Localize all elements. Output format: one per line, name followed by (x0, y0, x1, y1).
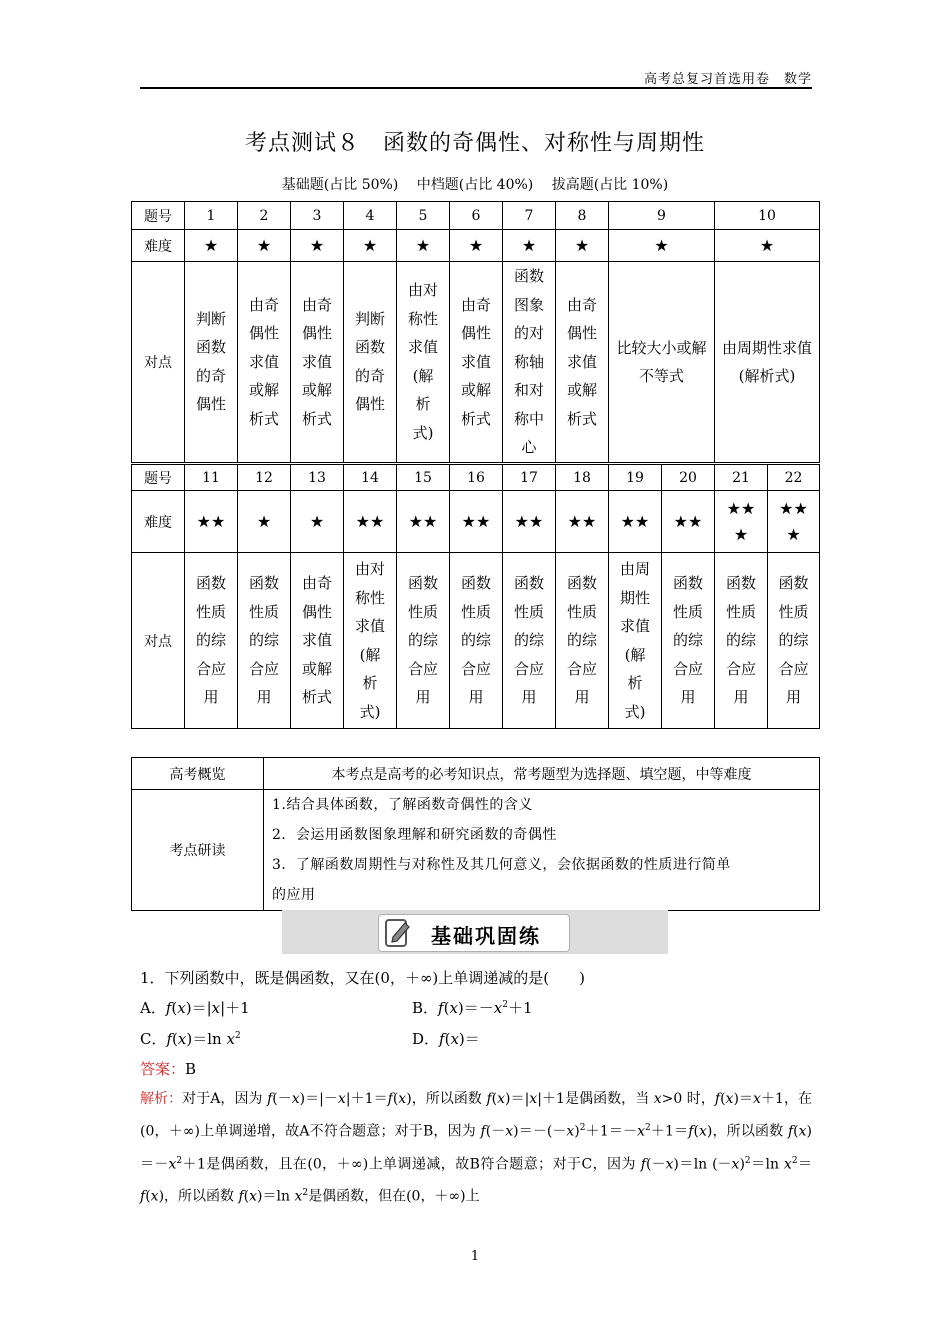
table1-point: 比较大小或解不等式 (616, 338, 707, 385)
header-rule (140, 87, 812, 89)
table2-num: 12 (238, 465, 291, 491)
question-stem: 1．下列函数中，既是偶函数，又在(0，＋∞)上单调递减的是( ) (140, 969, 585, 987)
running-header: 高考总复习首选用卷 数学 (643, 72, 812, 87)
table2-num: 13 (291, 465, 344, 491)
table1-point: 由对称性求值(解析式) (407, 281, 438, 442)
table1-stars: ★ (609, 230, 715, 262)
table2-point: 函数性质的综合应用 (460, 574, 491, 707)
table2-point: 函数性质的综合应用 (248, 574, 279, 707)
table1-num: 8 (556, 202, 609, 230)
table2-point: 由奇偶性求值或解析式 (301, 574, 332, 707)
table2-num: 14 (344, 465, 397, 491)
table2-row-num (132, 465, 820, 491)
table2-num: 19 (609, 465, 662, 491)
study-item: 3．了解函数周期性与对称性及其几何意义，会依据函数的性质进行简单 (272, 857, 731, 873)
table2-label-num: 题号 (132, 465, 185, 491)
table2-point: 由周期性求值(解析式) (619, 560, 650, 721)
question-table-1 (131, 201, 820, 463)
banner-box (378, 914, 570, 952)
table1-label-point: 对点 (132, 262, 185, 463)
table1-stars: ★ (238, 230, 291, 262)
option-c: C．f(x)＝ln $x^2$ (140, 1030, 241, 1048)
table2-stars: ★ (238, 491, 291, 553)
ratio-high: 拔高题(占比 10%) (551, 177, 669, 193)
table1-num: 10 (715, 202, 820, 230)
table2-stars: ★★ (609, 491, 662, 553)
answer-value: B (185, 1060, 197, 1078)
table1-row-num (132, 202, 820, 230)
question-table-2 (131, 464, 820, 729)
table1-stars: ★ (291, 230, 344, 262)
table2-label-point: 对点 (132, 553, 185, 729)
option-d-prefix: D． (412, 1030, 440, 1048)
table2-stars: ★★ (662, 491, 715, 553)
table1-num: 7 (503, 202, 556, 230)
table1-point: 函数图象的对称轴和对称中心 (513, 267, 544, 456)
option-b-prefix: B． (412, 999, 439, 1017)
table1-row-point (132, 262, 820, 463)
table2-num: 20 (662, 465, 715, 491)
pencil-note-icon (383, 917, 413, 949)
answer-label: 答案： (140, 1060, 186, 1078)
table2-stars: ★★ (185, 491, 238, 553)
summary-row-overview (132, 758, 820, 790)
table1-stars: ★ (556, 230, 609, 262)
table1-num: 5 (397, 202, 450, 230)
table1-point: 由周期性求值(解析式) (722, 338, 813, 385)
table2-num: 21 (715, 465, 768, 491)
section-banner (282, 910, 668, 954)
table2-stars: ★★ (503, 491, 556, 553)
ratio-mid: 中档题(占比 40%) (416, 177, 534, 193)
summary-row-study (132, 790, 820, 911)
overview-label: 高考概览 (132, 758, 264, 790)
table2-stars: ★★ (556, 491, 609, 553)
table1-point: 判断函数的奇偶性 (195, 309, 226, 414)
table2-num: 11 (185, 465, 238, 491)
table1-num: 9 (609, 202, 715, 230)
option-c-prefix: C． (140, 1030, 167, 1048)
table2-row-diff (132, 491, 820, 553)
table1-label-num: 题号 (132, 202, 185, 230)
table2-stars: ★★ (450, 491, 503, 553)
table2-point: 函数性质的综合应用 (513, 574, 544, 707)
table1-num: 4 (344, 202, 397, 230)
table2-stars: ★★★ (779, 498, 808, 544)
table2-row-point (132, 553, 820, 729)
study-item: 1.结合具体函数，了解函数奇偶性的含义 (272, 797, 533, 813)
explanation: 解析：对于A，因为 f(－x)＝|－x|＋1＝f(x)，所以函数 f(x)＝|x|＋1是偶函数，当 x>0 时，f(x)＝x＋1，在(0，＋∞)上单调递增，故A不符合题意；对于B，因为 $f(-x)=-(-x)^2+1=-x^2+1=f(x)$，所以函数 $f(x)=-x^2+1$是偶函数，且在(0，＋∞)上单调递减，故B符合题意；对于C，因为 f(－x)＝ln $(-x)^2=\ln$ $x^2=f(x)$，所以函数 f(x)＝ln $x^2$是偶函数，但在(0，＋∞)上 (140, 1091, 813, 1205)
study-item: 2．会运用函数图象理解和研究函数的奇偶性 (272, 827, 557, 843)
option-a: A．f(x)＝|x|＋1 (140, 999, 250, 1017)
study-item: 的应用 (272, 887, 316, 903)
difficulty-ratio (0, 174, 950, 194)
page-number: 1 (470, 1249, 480, 1264)
table2-label-diff: 难度 (132, 491, 185, 553)
table1-stars: ★ (503, 230, 556, 262)
explanation-label: 解析： (140, 1091, 183, 1107)
option-b: B．$f(x)=-x^2+1$ (412, 999, 533, 1017)
table2-stars: ★ (291, 491, 344, 553)
table1-point: 由奇偶性求值或解析式 (460, 295, 491, 428)
table1-point: 由奇偶性求值或解析式 (301, 295, 332, 428)
table1-stars: ★ (450, 230, 503, 262)
table2-point: 函数性质的综合应用 (566, 574, 597, 707)
table2-point: 函数性质的综合应用 (407, 574, 438, 707)
study-label: 考点研读 (132, 790, 264, 911)
table2-point: 由对称性求值(解析式) (354, 560, 385, 721)
table1-num: 3 (291, 202, 344, 230)
table1-stars: ★ (715, 230, 820, 262)
table2-num: 16 (450, 465, 503, 491)
table1-point: 由奇偶性求值或解析式 (566, 295, 597, 428)
summary-table (131, 757, 820, 911)
table1-point: 由奇偶性求值或解析式 (248, 295, 279, 428)
table2-point: 函数性质的综合应用 (195, 574, 226, 707)
overview-text: 本考点是高考的必考知识点，常考题型为选择题、填空题，中等难度 (264, 758, 820, 790)
banner-title: 基础巩固练 (431, 924, 541, 948)
table1-stars: ★ (185, 230, 238, 262)
table2-point: 函数性质的综合应用 (672, 574, 703, 707)
table1-num: 2 (238, 202, 291, 230)
table2-num: 18 (556, 465, 609, 491)
table2-stars: ★★★ (726, 498, 756, 544)
table2-num: 22 (768, 465, 820, 491)
option-d: D．f(x)＝ (412, 1030, 480, 1048)
table1-row-diff (132, 230, 820, 262)
table2-num: 17 (503, 465, 556, 491)
table2-point: 函数性质的综合应用 (725, 574, 756, 707)
table2-point: 函数性质的综合应用 (778, 574, 809, 707)
table1-num: 6 (450, 202, 503, 230)
table2-stars: ★★ (397, 491, 450, 553)
answer-line (140, 1058, 196, 1079)
study-content (264, 790, 820, 911)
ratio-basic: 基础题(占比 50%) (281, 177, 399, 193)
table1-label-diff: 难度 (132, 230, 185, 262)
option-a-prefix: A． (140, 999, 166, 1017)
table1-stars: ★ (397, 230, 450, 262)
page-title: 考点测试８ 函数的奇偶性、对称性与周期性 (244, 131, 705, 156)
table2-stars: ★★ (344, 491, 397, 553)
table1-point: 判断函数的奇偶性 (354, 309, 385, 414)
table1-num: 1 (185, 202, 238, 230)
table2-num: 15 (397, 465, 450, 491)
table1-stars: ★ (344, 230, 397, 262)
